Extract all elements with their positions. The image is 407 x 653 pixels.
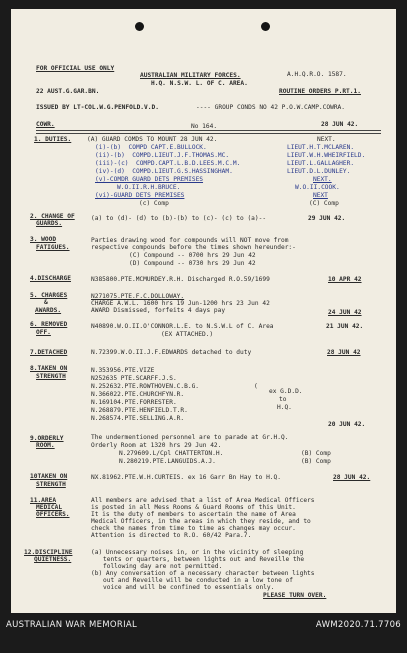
group-line: ---- GROUP CONDS NO 42 P.O.W.CAMP.COWRA. <box>196 104 346 111</box>
item-12-text: voice and will be confined to essentials only. <box>103 584 275 591</box>
item-3-text: respective compounds before the times shown hereunder:- <box>91 244 296 251</box>
item-9-text: The undermentioned personnel are to parade at Gr.H.Q. <box>91 434 289 441</box>
duty-line: (v)-COMDR GUARD DETS PREMISES <box>95 176 204 183</box>
org-line-1: AUSTRALIAN MILITARY FORCES. <box>140 72 241 79</box>
item-2-text: (a) to (d)- (d) to (b)-(b) to (c)- (c) to (a)-- <box>91 215 267 222</box>
duty-line: (c) Comp <box>139 200 169 207</box>
item-5-label: 5. CHARGES <box>30 292 68 299</box>
item-10-label: 10TAKEN ON <box>30 473 68 480</box>
item-11-text: It is the duty of members to ascertain the name of Area <box>91 511 296 518</box>
item-9-text: N.280219.PTE.LANGUIDS.A.J. <box>119 458 216 465</box>
duty-line: (vi)-GUARD DETS PREMISES <box>95 192 185 199</box>
strength-name: N.268879.PTE.HENFIELD.T.R. <box>91 407 188 414</box>
item-12-text: following day are not permitted. <box>103 563 223 570</box>
next-duty-line: NEXT. <box>313 176 332 183</box>
next-duty-line: LIEUT.W.H.WHEIRFIELD. <box>287 152 366 159</box>
reference-number: A.H.Q.R.O. 1587. <box>287 71 347 78</box>
item-12-label: QUIETNESS. <box>34 556 72 563</box>
item-12-label: 12.DISCIPLINE <box>24 549 73 556</box>
strength-origin: H.Q. <box>277 404 292 411</box>
item-4-label: 4.DISCHARGE <box>30 275 71 282</box>
strength-origin: ex G.D.D. <box>269 388 303 395</box>
strength-name: N252635 PTE.SCARFF.J.S. <box>91 375 177 382</box>
archive-reference: AWM2020.71.7706 <box>315 620 401 630</box>
org-line-2: H.Q. N.S.W. L. OF C. AREA. <box>151 80 248 87</box>
official-use-heading: FOR OFFICIAL USE ONLY <box>36 65 115 72</box>
strength-name: N.366022.PTE.CHURCHFYN.R. <box>91 391 185 398</box>
item-10-label: STRENGTH <box>36 481 66 488</box>
item-2-label: 2. CHANGE OF <box>30 213 75 220</box>
document-page <box>11 9 396 613</box>
order-number: No 164. <box>191 123 218 130</box>
item-6-label: OFF. <box>36 329 51 336</box>
punch-hole <box>135 22 144 31</box>
archive-name: AUSTRALIAN WAR MEMORIAL <box>6 620 138 630</box>
item-9-label: ROOM. <box>36 442 55 449</box>
item-9-comp: (B) Comp <box>301 450 331 457</box>
next-duty-line: NEXT <box>313 192 328 199</box>
item-8-label: STRENGTH <box>36 373 66 380</box>
item-12-text: out and Reveille will be conducted in a low tone of <box>103 577 293 584</box>
next-duty-line: LIEUT.D.L.DUNLEY. <box>287 168 351 175</box>
item-3-text: (C) Compound -- 0700 hrs 29 Jun 42 <box>129 252 256 259</box>
item-8-date: 20 JUN 42. <box>328 421 366 428</box>
item-4-text: N385800.PTE.MCMURDEY.R.H. Discharged R.O.59/1699 <box>91 276 270 283</box>
duty-line: (iv)-(d) COMPD.LIEUT.G.S.HASSINGHAM. <box>95 168 233 175</box>
item-3-text: (D) Compound -- 0730 hrs 29 Jun 42 <box>129 260 256 267</box>
item-11-text: check the names from time to time as changes may occur. <box>91 525 296 532</box>
item-1-subheading: (A) GUARD COMDS TO MOUNT 28 JUN 42. <box>87 136 218 143</box>
item-9-comp: (B) Comp <box>301 458 331 465</box>
duty-line: (ii)-(b) COMPD.LIEUT.J.F.THOMAS.MC. <box>95 152 230 159</box>
strength-name: N.169104.PTE.FORRESTER. <box>91 399 177 406</box>
item-3-label: 3. WOOD <box>30 236 57 243</box>
place: COWR. <box>36 121 55 128</box>
item-11-text: Attention is directed to R.O. 60/42 Para.7. <box>91 532 252 539</box>
item-5-text: N271075.PTE.F.C.DOLLOWAY. <box>91 293 185 300</box>
strength-name: N.268574.PTE.SELLING.A.R. <box>91 415 185 422</box>
item-1-next-header: NEXT. <box>317 136 336 143</box>
item-10-text: NX.81962.PTE.W.H.CURTEIS. ex 16 Garr Bn Hay to H.Q. <box>91 474 281 481</box>
please-turn-over: PLEASE TURN OVER. <box>263 592 327 599</box>
item-6-label: 6. REMOVED <box>30 321 68 328</box>
item-3-label: FATIGUES. <box>36 244 70 251</box>
item-6-text: N40890.W.O.II.O'CONNOR.L.E. to N.S.W.L of C. Area <box>91 323 274 330</box>
strength-origin: to <box>279 396 287 403</box>
item-5-label: AWARDS. <box>35 307 62 314</box>
item-12-text: (b) Any conversation of a necessary character between lights <box>91 570 315 577</box>
header-divider <box>36 130 381 134</box>
item-11-label: 11.AREA <box>30 497 57 504</box>
duty-line: (iii)-(c) COMPD.CAPT.L.B.D.LEES.M.C.M. <box>95 160 241 167</box>
item-5-text: AWARD Dismissed, forfeits 4 days pay <box>91 307 226 314</box>
item-10-date: 28 JUN 42. <box>333 474 371 481</box>
item-11-text: is posted in all Mess Rooms & Guard Rooms of this Unit. <box>91 504 296 511</box>
unit-name: 22 AUST.G.GAR.BN. <box>36 88 100 95</box>
item-9-text: Orderly Room at 1320 hrs 29 Jun 42. <box>91 442 222 449</box>
issued-by: ISSUED BY LT-COL.W.G.PENFOLD.V.D. <box>36 104 159 111</box>
item-11-label: MEDICAL <box>36 504 63 511</box>
item-9-label: 9.ORDERLY <box>30 435 64 442</box>
next-duty-line: (C) Comp <box>309 200 339 207</box>
strength-name: N.353956.PTE.VIZE <box>91 367 155 374</box>
item-5-text: CHARGE A.W.L. 1600 hrs 19 Jun-1200 hrs 23 Jun 42 <box>91 300 270 307</box>
item-11-text: Medical Officers, in the areas in which they reside, and to <box>91 518 311 525</box>
item-12-text: (a) Unnecessary noises in, or in the vicinity of sleeping <box>91 549 304 556</box>
order-date: 28 JUN 42. <box>321 121 359 128</box>
item-12-text: tents or quarters, between lights out and Reveille the <box>103 556 305 563</box>
item-11-text: All members are advised that a list of Area Medical Officers <box>91 497 315 504</box>
strength-name: N.252632.PTE.ROWTHOVEN.C.B.G. <box>91 383 200 390</box>
item-6-date: 21 JUN 42. <box>326 323 364 330</box>
next-duty-line: LIEUT.L.GALLAGHER. <box>287 160 355 167</box>
item-8-label: 8.TAKEN ON <box>30 365 68 372</box>
next-duty-line: LIEUT.H.T.MCLAREN. <box>287 144 355 151</box>
item-7-label: 7.DETACHED <box>30 349 68 356</box>
item-5-label: & <box>44 299 48 306</box>
item-11-label: OFFICERS. <box>36 511 70 518</box>
item-9-text: N.279609.L/Cpl CHATTERTON.H. <box>119 450 224 457</box>
item-7-text: N.72399.W.O.II.J.F.EDWARDS detached to duty <box>91 349 252 356</box>
item-2-date: 29 JUN 42. <box>308 215 346 222</box>
archive-footer <box>0 613 407 653</box>
item-3-text: Parties drawing wood for compounds will NOT move from <box>91 237 289 244</box>
duty-line: W.O.II.R.H.BRUCE. <box>117 184 181 191</box>
item-5-date: 24 JUN 42 <box>328 309 362 316</box>
next-duty-line: W.O.II.COOK. <box>295 184 340 191</box>
brace: ( <box>254 383 258 390</box>
item-6-text: (EX ATTACHED.) <box>161 331 214 338</box>
item-7-date: 28 JUN 42 <box>327 349 361 356</box>
item-4-date: 10 APR 42 <box>328 276 362 283</box>
routine-orders-title: ROUTINE ORDERS P.RT.1. <box>279 88 361 95</box>
punch-hole <box>261 22 270 31</box>
duty-line: (i)-(b) COMPD CAPT.E.BULLOCK. <box>95 144 207 151</box>
item-1-label: 1. DUTIES. <box>34 136 72 143</box>
item-2-label: GUARDS. <box>36 220 63 227</box>
